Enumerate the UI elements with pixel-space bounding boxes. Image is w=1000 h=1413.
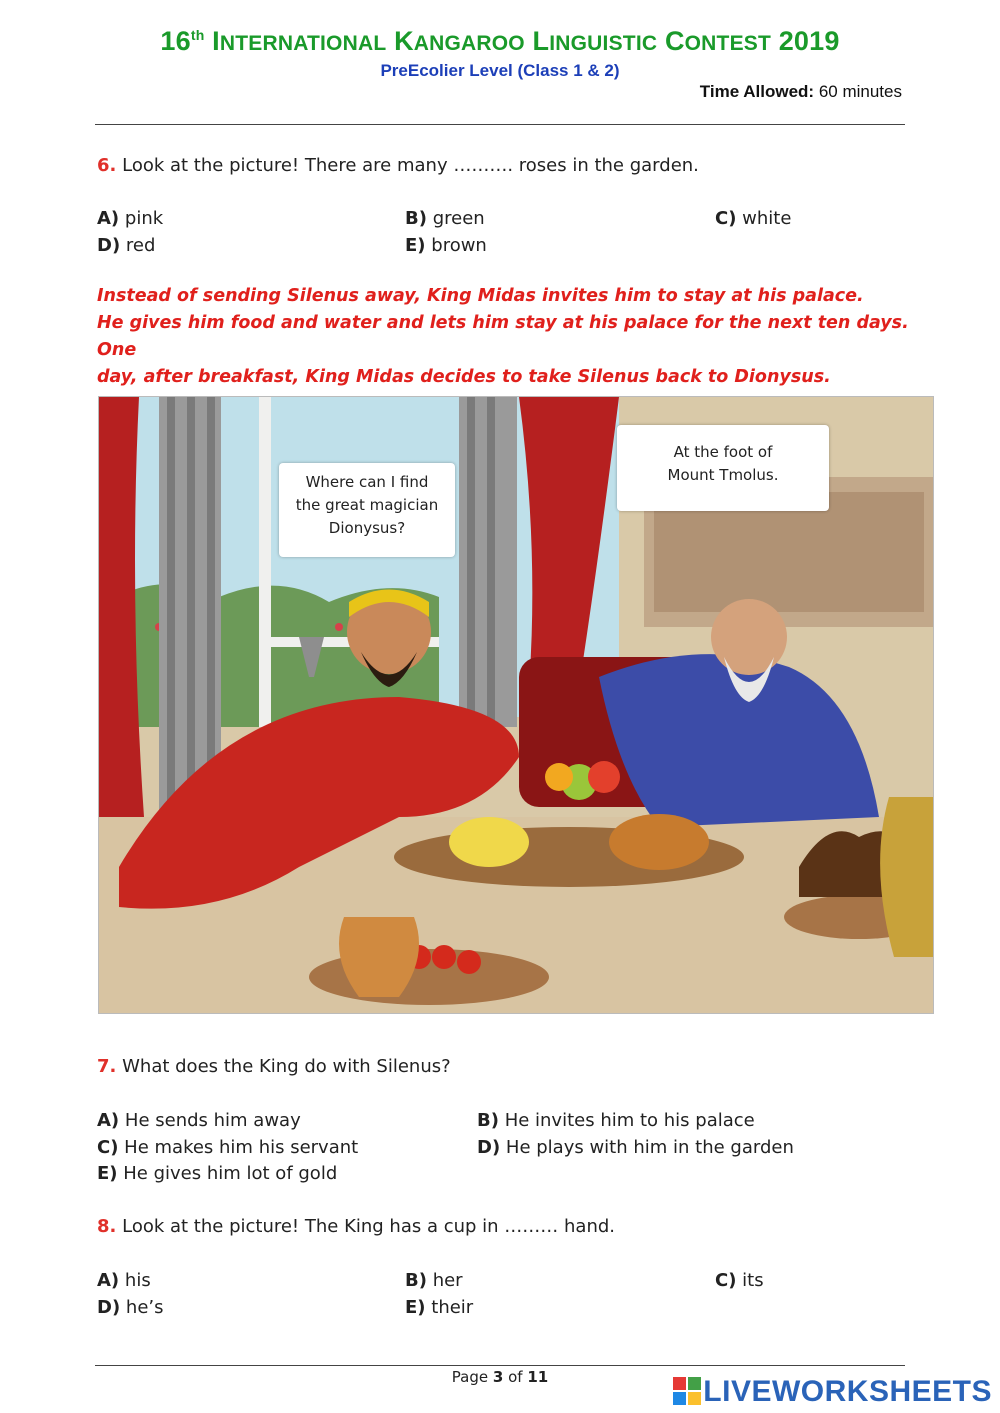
q6-option-a[interactable]: A) pink	[97, 208, 164, 229]
q8-option-c[interactable]: C) its	[715, 1270, 764, 1291]
q8-option-d[interactable]: D) he’s	[97, 1297, 164, 1318]
liveworksheets-logo-icon	[673, 1377, 701, 1405]
question-6: 6. Look at the picture! There are many ………. roses in the garden.	[97, 155, 699, 176]
q8-option-a[interactable]: A) his	[97, 1270, 151, 1291]
q8-option-e[interactable]: E) their	[405, 1297, 474, 1318]
footer-divider	[95, 1365, 905, 1366]
contest-title: 16th INTERNATIONAL KANGAROO LINGUISTIC CONTEST 2019	[160, 26, 840, 56]
q7-option-e[interactable]: E) He gives him lot of gold	[97, 1163, 338, 1184]
story-illustration	[98, 396, 934, 1014]
liveworksheets-watermark: LIVEWORKSHEETS	[673, 1375, 992, 1409]
story-passage: Instead of sending Silenus away, King Midas invites him to stay at his palace. He gives him food and water and lets him stay at his palace for the next ten days. One day, after breakfast, King Midas decides to take Silenus back to Dionysus.	[97, 286, 909, 387]
page-number: Page 3 of 11	[451, 1368, 549, 1386]
level-subtitle: PreEcolier Level (Class 1 & 2)	[380, 61, 620, 80]
q7-option-d[interactable]: D) He plays with him in the garden	[477, 1137, 794, 1158]
king-speech-bubble: Where can I find the great magician Dionysus?	[279, 463, 455, 557]
question-8: 8. Look at the picture! The King has a cup in ……… hand.	[97, 1216, 616, 1237]
q6-option-d[interactable]: D) red	[97, 235, 156, 256]
silenus-speech-bubble: At the foot of Mount Tmolus.	[617, 425, 829, 511]
q8-option-b[interactable]: B) her	[405, 1270, 463, 1291]
q6-option-e[interactable]: E) brown	[405, 235, 487, 256]
q6-option-b[interactable]: B) green	[405, 208, 485, 229]
time-allowed: Time Allowed: 60 minutes	[699, 82, 902, 101]
header-divider	[95, 124, 905, 125]
q6-option-c[interactable]: C) white	[715, 208, 792, 229]
q7-option-b[interactable]: B) He invites him to his palace	[477, 1110, 755, 1131]
question-7: 7. What does the King do with Silenus?	[97, 1056, 451, 1077]
q7-option-a[interactable]: A) He sends him away	[97, 1110, 301, 1131]
q7-option-c[interactable]: C) He makes him his servant	[97, 1137, 359, 1158]
